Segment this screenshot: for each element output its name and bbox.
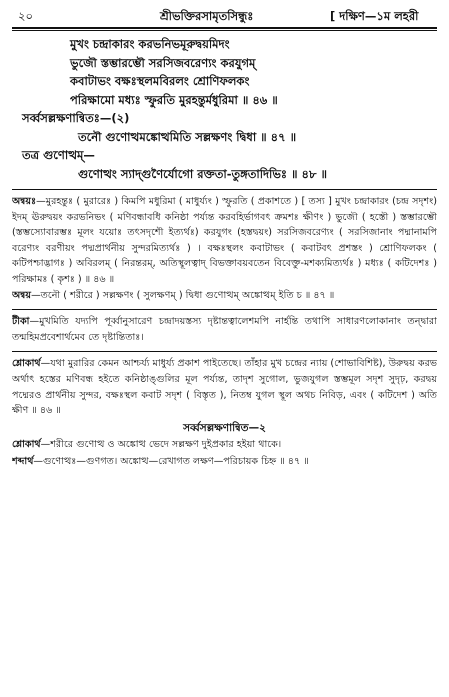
verse-line: তনৌ গুণোত্থমঙ্কোত্থমিতি সল্লক্ষণং দ্বিধা ॥ ৪৭ ॥ bbox=[78, 129, 297, 144]
commentary-block bbox=[12, 194, 437, 303]
anvaya2-paragraph bbox=[12, 288, 437, 304]
tika-block bbox=[12, 314, 437, 345]
anvaya-paragraph bbox=[12, 194, 437, 288]
page-number: ২০ bbox=[18, 9, 33, 23]
section-divider bbox=[12, 351, 437, 352]
translation2-text: —শরীরে গুণোত্থ ও অঙ্কোত্থ ভেদে সল্লক্ষণ দুইপ্রকার হইয়া থাকে। bbox=[40, 438, 282, 450]
anvaya-label: অন্বয়ঃ bbox=[12, 196, 37, 207]
verse-heading: তত্র গুণোত্থম্— bbox=[22, 148, 95, 162]
verse-block bbox=[12, 35, 437, 183]
translation2-label: শ্লোকার্থ bbox=[12, 438, 41, 450]
verse-line: গুণোত্থং স্যাদ্‌গুণৈর্যোগো রক্ততা-তুঙ্গতাদিভিঃ ॥ ৪৮ ॥ bbox=[78, 166, 327, 181]
tika-label: টীকা bbox=[12, 316, 30, 328]
tika-text: —মুখমিতি যদ্যপি পূর্ব্বানুসারেণ চন্দ্রাদয়স্তস্য দৃষ্টান্তত্বালেশমপি নার্হন্তি তথাপি সাধারণলোকানাং তন্দ্বারা তন্মহিমপ্রবেশার্থমেব তে দৃষ্টান্তিতাঃ। bbox=[12, 316, 437, 343]
verse-line: ভুজৌ স্তম্ভারম্ভৌ সরসিজবরেণ্যং করযুগম্ bbox=[70, 55, 256, 70]
word-meaning-text: —গুণোত্থঃ—গুণগত। অঙ্কোত্থ—রেখাগত লক্ষণ—পরিচায়ক চিহ্ন ॥ ৪৭ ॥ bbox=[33, 456, 309, 468]
translation-text: —যথা মুরারির কেমন আশ্চর্য্য মাধুর্য্য প্রকাশ পাইতেছে। তাঁহার মুখ চন্দ্রের ন্যায় (শোভাবিশিষ্ট), উরুদ্বয় করভ অর্থাৎ হস্তের মণিবন্ধ হইতে কনিষ্ঠাঙ্গুলির মূল পর্য্যন্ত, তাদৃশ সুগোল, ভুজযুগল স্তম্ভমূল সদৃশ সুদৃঢ়, করদ্বয় পদ্মেরও প্রার্থনীয় সুন্দর, বক্ষঃস্থল কবাট সদৃশ ( বিস্তৃত ), নিতম্ব যুগল স্থূল অথচ নিবিড়, এবং ( কটিদেশ ) অতি ক্ষীণ ॥ ৪৬ ॥ bbox=[12, 358, 437, 417]
verse-heading: সর্ব্বসল্লক্ষণান্বিতঃ—(২) bbox=[22, 111, 130, 125]
subheading: সর্ব্বসল্লক্ষণান্বিত—২ bbox=[183, 421, 266, 434]
translation2-block bbox=[12, 437, 437, 470]
translation-block bbox=[12, 356, 437, 418]
page-header bbox=[12, 6, 437, 26]
word-meaning-label: শব্দার্থ bbox=[12, 456, 34, 468]
anvaya2-text: —তনৌ ( শরীরে ) সল্লক্ষণং ( সুলক্ষণম্ ) দ্বিধা গুণোত্থম্ অঙ্কোত্থম্ ইতি চ ॥ ৪৭ ॥ bbox=[31, 289, 335, 301]
section-divider bbox=[12, 189, 437, 190]
translation-label: শ্লোকার্থ bbox=[12, 358, 41, 370]
anvaya2-label: অন্বয় bbox=[12, 289, 32, 301]
verse-line: পরিক্ষামো মধ্যঃ স্ফুরতি মুরহন্তুর্মধুরিমা ॥ ৪৬ ॥ bbox=[70, 92, 278, 107]
verse-line: মুখং চন্দ্রাকারং করভনিভমূরুদ্বয়মিদং bbox=[70, 37, 230, 51]
section-label: [ দক্ষিণ—১ম লহরী bbox=[330, 9, 419, 23]
book-title: শ্রীভক্তিরসামৃতসিন্ধুঃ bbox=[160, 9, 254, 23]
verse-line: কবাটাভং বক্ষঃস্থলমবিরলং শ্রোণিফলকং bbox=[70, 74, 250, 88]
anvaya-text: —মুরহন্তুঃ ( মুরারেঃ ) কিমপি মধুরিমা ( মাধুর্য্যং ) স্ফুরতি ( প্রকাশতে ) [ তস্য ] মুখং চন্দ্রাকারং (চন্দ্র সদৃশং) ইদম্ ঊরুদ্বয়ং করভনিভং ( মণিবন্ধাবধি কনিষ্ঠা পর্য্যন্ত করবহির্ভাগবৎ ক্রমশঃ ক্ষীণং ) ভুজৌ ( হস্তৌ ) স্তম্ভারম্ভৌ (স্তম্ভস্যোবারম্ভঃ মূলং যয়োঃ তৎসদৃশৌ ইত্যর্থঃ) করযুগং (হস্তদ্বয়ং) সরসিজবরেণ্যং ( সরসিজানাং পদ্মানামপি বরেণ্যং বরণীয়ং পদ্মপ্রার্থনীয় সুন্দরমিত্যর্থঃ ) । বক্ষঃস্থলং কবাটাভং ( কবাটবৎ প্রশস্তং ) শ্রোণিফলকং ( কটিপশ্চাদ্ভাগঃ ) অবিরলম্ ( নিরন্তরম্, অতিস্থূলত্বাদ্ বিভক্তাবয়বতেন বিবেক্তু-মশক্যমিত্যর্থঃ ) মধ্যঃ ( কটিদেশঃ ) পরিক্ষামঃ ( কৃশঃ ) ॥ ৪৬ ॥ bbox=[12, 196, 437, 285]
section-divider bbox=[12, 309, 437, 310]
